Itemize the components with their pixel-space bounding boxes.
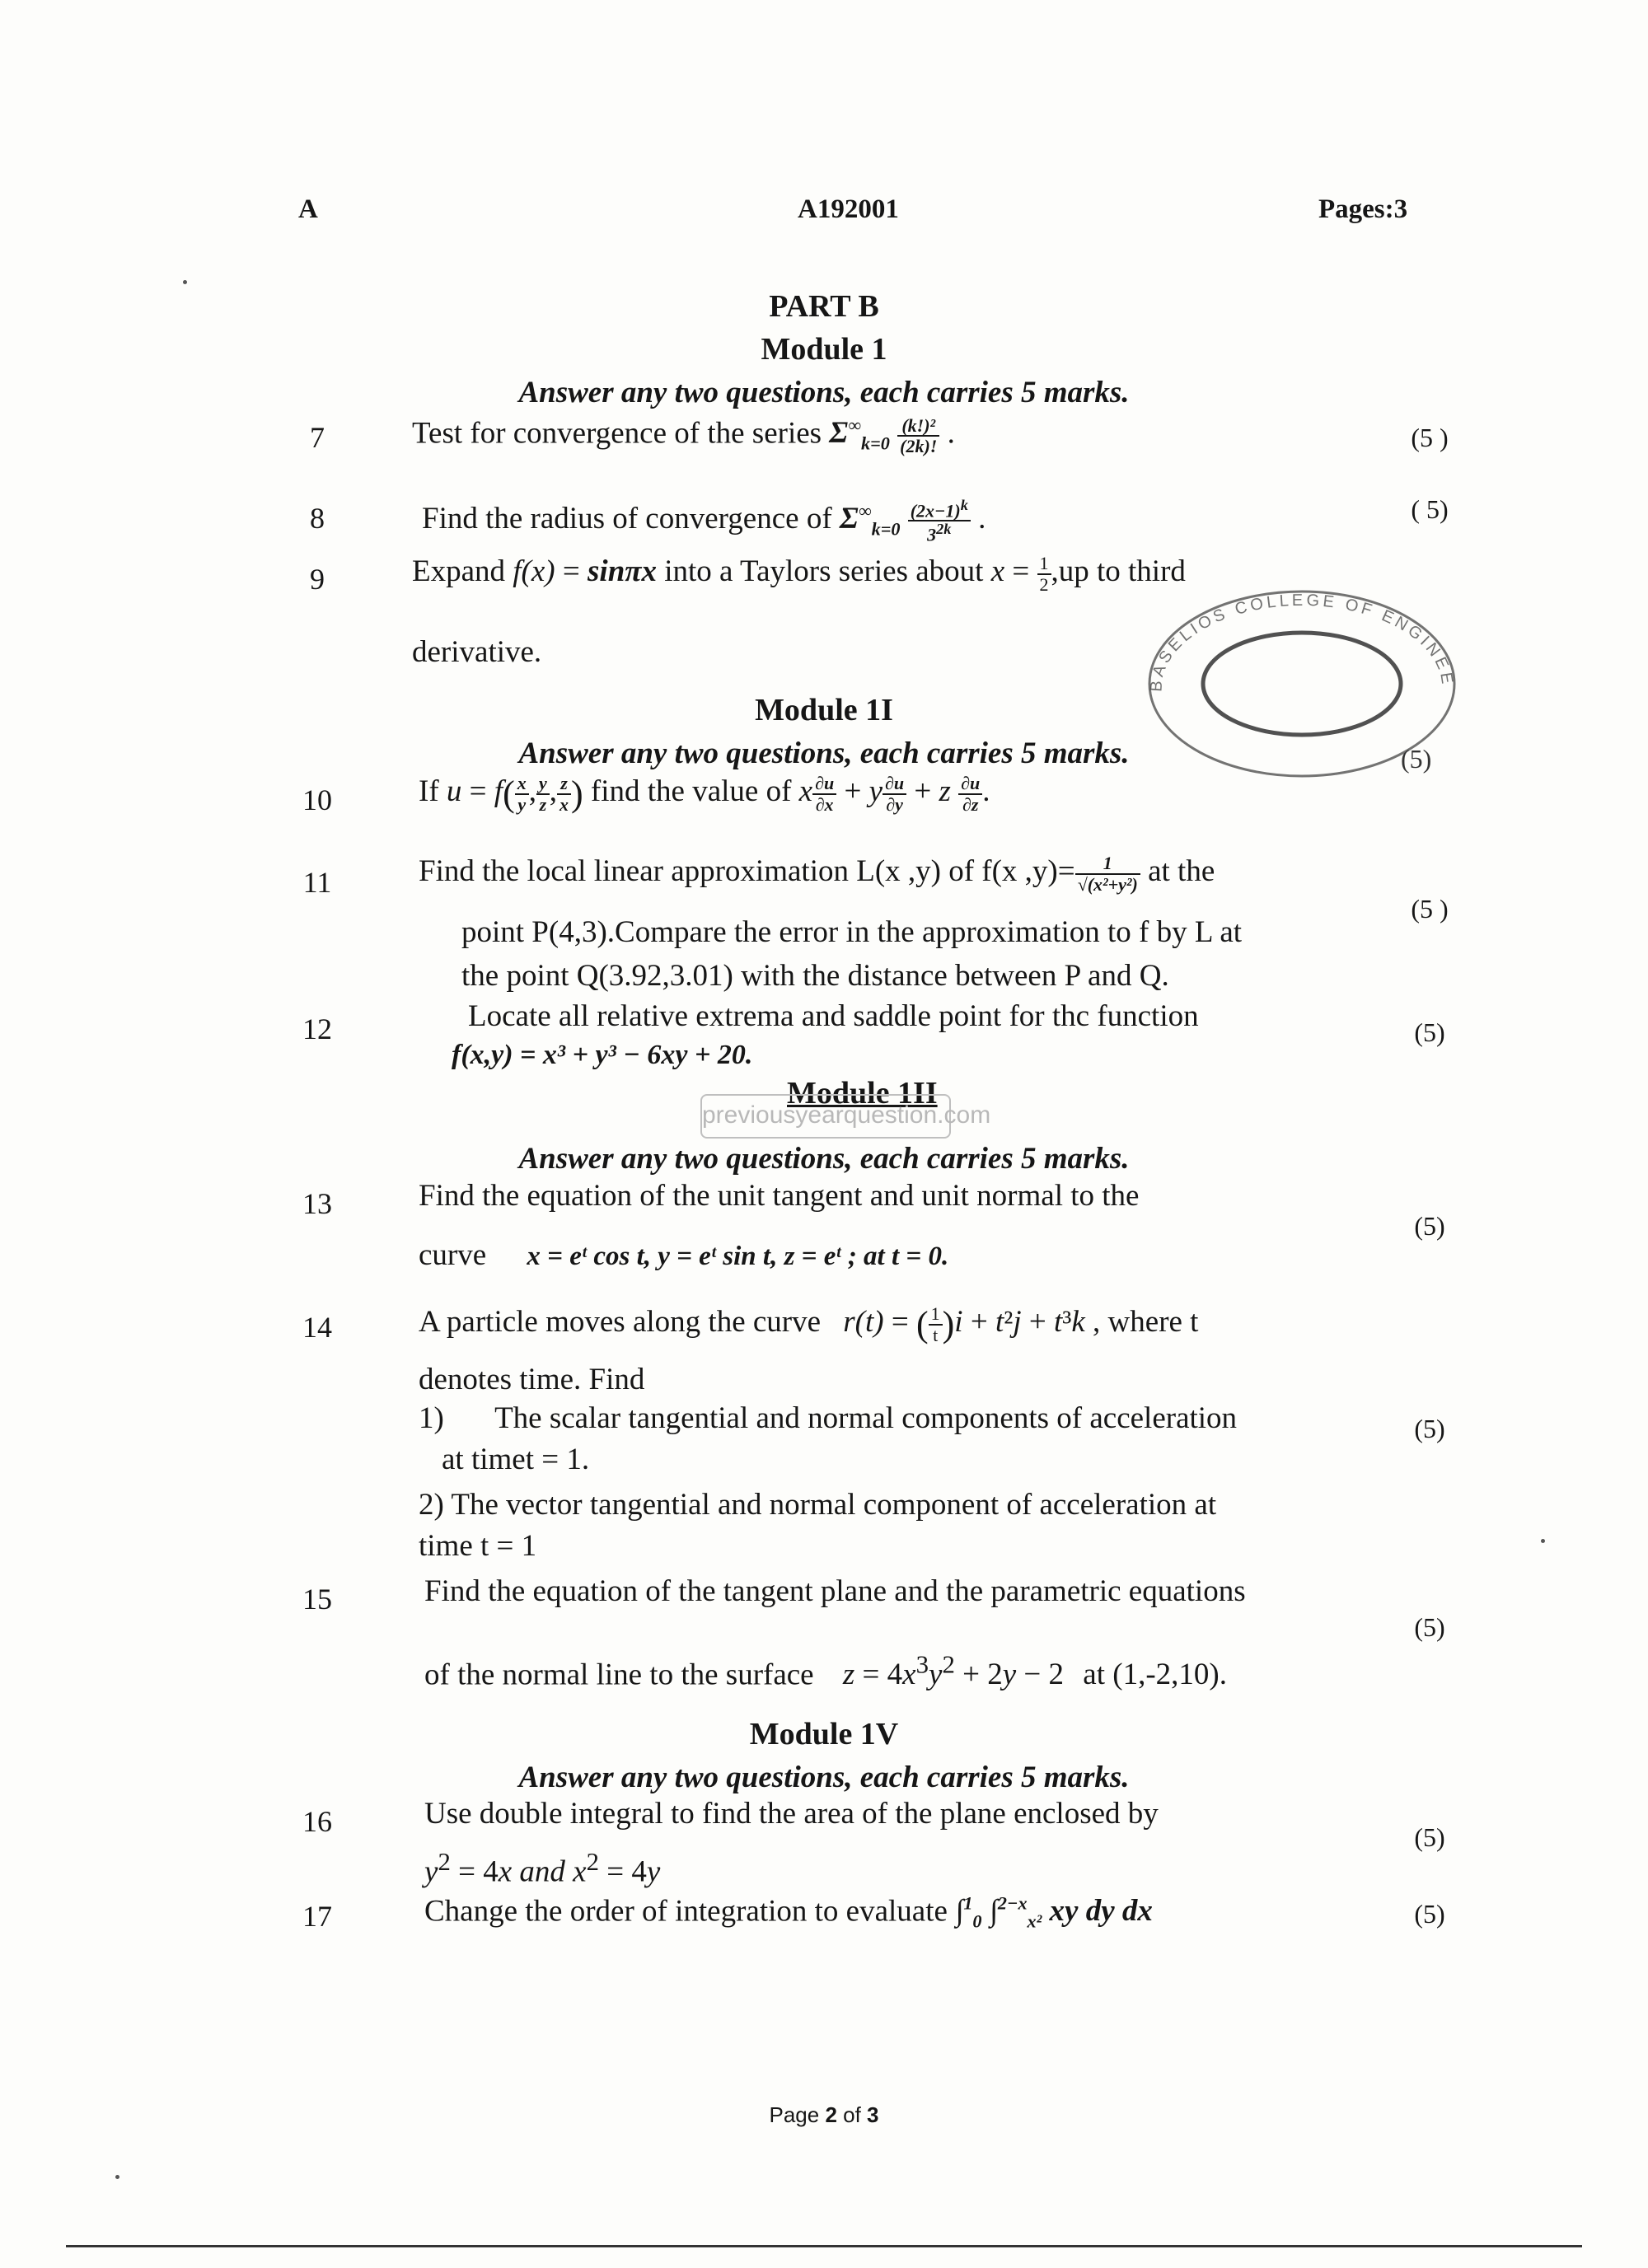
- stamp-ring-text: BASELIOS COLLEGE OF ENGINEE: [1147, 591, 1457, 693]
- question-11-marks: (5 ): [1411, 894, 1449, 924]
- footer-page: 2: [825, 2102, 837, 2127]
- question-16-line-1: Use double integral to find the area of the plane enclosed by: [424, 1797, 1159, 1831]
- question-text: at the: [1140, 854, 1215, 888]
- question-12-line-2: f(x,y) = x³ + y³ − 6xy + 20.: [452, 1040, 753, 1070]
- module-2-title: Module 1I: [755, 693, 893, 727]
- question-text: , where t: [1084, 1304, 1199, 1339]
- question-7-text: Test for convergence of the series $\Sigma^\infty_{k=0}$ $\frac{\text{(k!)²}}{(2k)!}$ .: [412, 414, 955, 456]
- module-4-title: Module 1V: [749, 1717, 899, 1751]
- question-number: 14: [302, 1311, 332, 1344]
- question-text: curve: [419, 1238, 487, 1272]
- paper-code: A192001: [798, 194, 899, 224]
- stamp-graphic: [1129, 577, 1475, 783]
- series-code: A: [298, 194, 318, 224]
- question-text: The scalar tangential and normal components of acceleration: [494, 1401, 1238, 1435]
- question-15-line-1: Find the equation of the tangent plane and the parametric equations: [424, 1574, 1246, 1608]
- scan-edge-line: [66, 2245, 1582, 2247]
- question-number: 15: [302, 1583, 332, 1616]
- question-number: 8: [310, 502, 325, 535]
- module-1-title: Module 1: [761, 332, 887, 367]
- question-11-line-3: the point Q(3.92,3.01) with the distance between P and Q.: [461, 959, 1169, 993]
- question-13-line-2: [419, 1237, 948, 1273]
- question-number: 11: [302, 866, 332, 899]
- question-14-line-4: at timet = 1.: [442, 1443, 590, 1476]
- question-13-line-1: Find the equation of the unit tangent and unit normal to the: [419, 1179, 1140, 1213]
- question-12-line-1: Locate all relative extrema and saddle point for thc function: [468, 999, 1199, 1033]
- question-text: Expand: [412, 554, 513, 588]
- footer-text: Page: [769, 2102, 826, 2127]
- question-14-marks: (5): [1414, 1414, 1445, 1443]
- question-9-continuation: derivative.: [412, 635, 542, 669]
- question-text: If: [419, 774, 447, 808]
- question-15-marks: (5): [1414, 1612, 1445, 1642]
- question-text: at (1,-2,10).: [1083, 1658, 1227, 1692]
- question-11-line-2: point P(4,3).Compare the error in the approximation to f by L at: [461, 915, 1243, 949]
- question-7-marks: (5 ): [1411, 423, 1449, 452]
- question-16-marks: (5): [1414, 1822, 1445, 1852]
- question-text: up to third: [1058, 554, 1186, 588]
- watermark: previousyearquestion.com: [700, 1094, 951, 1139]
- stamp-mark: (5): [1401, 744, 1432, 774]
- question-8-marks: ( 5): [1411, 494, 1449, 524]
- question-8-text: Find the radius of convergence of $\Sigma^\infty_{k=0}$ $\frac{(2x-1)^k}{3^{2k}}$ .: [422, 497, 986, 545]
- question-number: 9: [310, 563, 325, 596]
- question-text: Change the order of integration to evaluate: [424, 1894, 956, 1929]
- module-3-instruction: Answer any two questions, each carries 5 marks.: [518, 1142, 1130, 1176]
- question-17-text: Change the order of integration to evaluate ∫$^1_0$ ∫$^{2-x}_{x^2}$ xy dy dx: [424, 1893, 1153, 1932]
- scan-speck: [115, 2175, 119, 2179]
- footer-text: of: [836, 2102, 868, 2127]
- footer-total: 3: [867, 2102, 879, 2127]
- question-14-line-1: A particle moves along the curve r(t) = ( $\frac{1}{t}$ )i + t²j + t³k , where t: [419, 1303, 1199, 1345]
- question-number: 7: [310, 421, 325, 454]
- question-12-marks: (5): [1414, 1017, 1445, 1047]
- question-14-line-3: [419, 1401, 1237, 1436]
- scan-speck: [183, 280, 187, 284]
- question-number: 10: [302, 783, 332, 816]
- question-14-line-2: denotes time. Find: [419, 1363, 645, 1396]
- module-4-instruction: Answer any two questions, each carries 5 marks.: [518, 1761, 1130, 1794]
- question-13-marks: (5): [1414, 1211, 1445, 1241]
- question-11-text: Find the local linear approximation L(x ,y) of f(x ,y)= $\frac{1}{\text{√(x²+y²)}}$ at the: [419, 853, 1215, 895]
- page-footer: [0, 2102, 1648, 2128]
- question-number: 16: [302, 1805, 332, 1838]
- question-number: 12: [302, 1012, 332, 1045]
- question-text: find the value of: [583, 774, 799, 808]
- question-formula: x = eᵗ cos t, y = eᵗ sin t, z = eᵗ ; at t = 0.: [527, 1242, 949, 1271]
- question-16-line-2: $y^2 = 4x$ and $x^2 = 4y$: [424, 1848, 661, 1889]
- module-2-instruction: Answer any two questions, each carries 5 marks.: [518, 737, 1130, 770]
- question-10-text: If u = f( $\frac{x}{y}$ , $\frac{y}{z}$ , $\frac{z}{x}$ ) find the value of x $\frac{\partial u}{\partial x}$ + y $\frac{\partial u}{\partial y}$ + z $\frac{\partial u}{\partial z}$ .: [419, 773, 990, 815]
- module-3-title: Module 1II: [787, 1076, 938, 1111]
- question-number: 17: [302, 1900, 332, 1933]
- page-count: Pages:3: [1318, 194, 1408, 224]
- question-number: 13: [302, 1187, 332, 1220]
- question-text: Test for convergence of the series: [412, 416, 830, 451]
- question-14-line-6: time t = 1: [419, 1529, 537, 1563]
- question-text: 1): [419, 1401, 444, 1435]
- question-text: into a Taylors series about: [656, 554, 991, 588]
- college-stamp: [1129, 577, 1475, 783]
- scan-speck: [1541, 1539, 1545, 1543]
- question-text: Find the radius of convergence of: [422, 501, 840, 535]
- module-1-instruction: Answer any two questions, each carries 5 marks.: [518, 376, 1130, 409]
- question-text: A particle moves along the curve: [419, 1304, 822, 1339]
- question-9-text: Expand f(x) = sinπx into a Taylors series about x = $\frac{1}{2}$ ,up to third: [412, 553, 1186, 595]
- question-text: Find the local linear approximation L(x ,y) of f(x ,y)=: [419, 854, 1075, 888]
- question-text: of the normal line to the surface: [424, 1658, 814, 1692]
- question-14-line-5: 2) The vector tangential and normal component of acceleration at: [419, 1488, 1217, 1522]
- part-title: PART B: [769, 289, 879, 324]
- question-17-marks: (5): [1414, 1899, 1445, 1929]
- question-15-line-2: of the normal line to the surface $z = 4x^3y^2 + 2y - 2$ at (1,-2,10).: [424, 1651, 1227, 1692]
